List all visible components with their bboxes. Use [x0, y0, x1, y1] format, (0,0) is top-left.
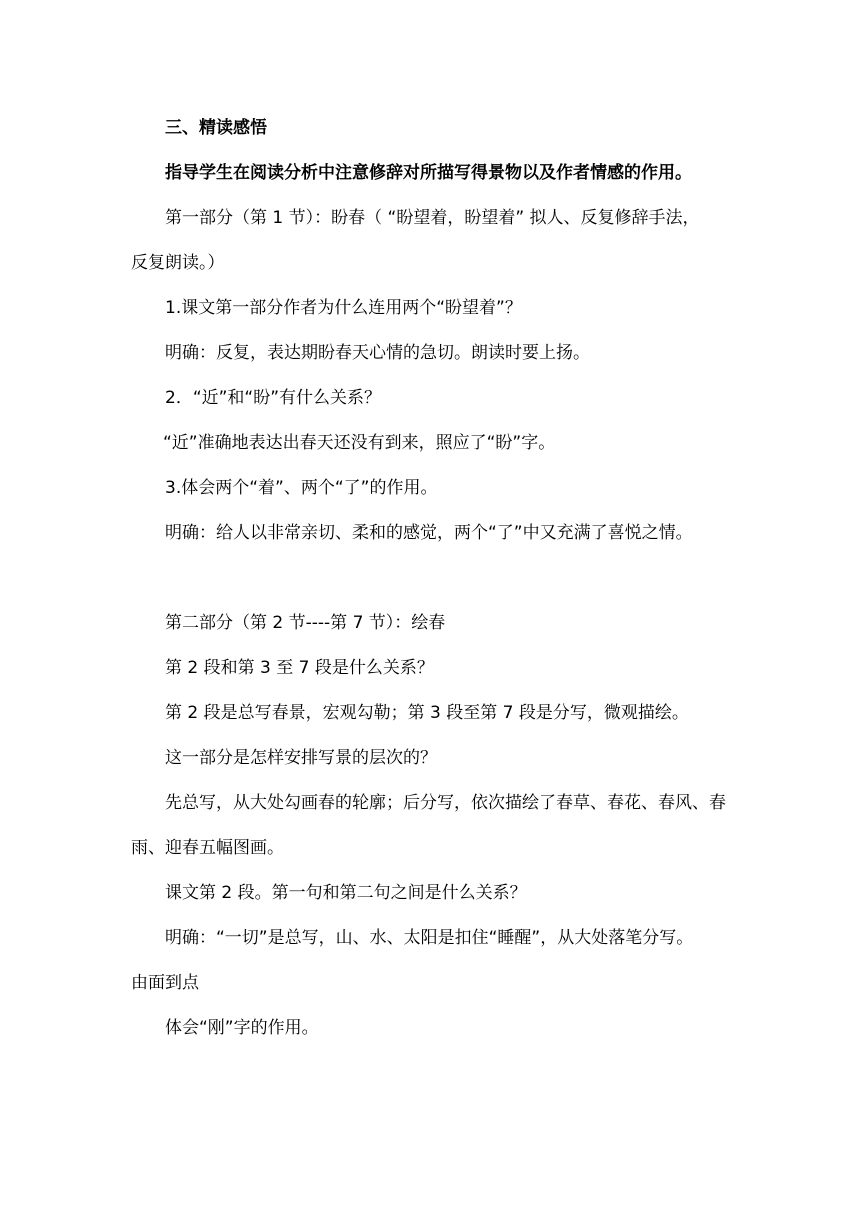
part1-answer-1: 明确：反复，表达期盼春天心情的急切。朗读时要上扬。: [165, 343, 590, 363]
part1-question-2: 2．“近”和“盼”有什么关系？: [165, 388, 382, 408]
part2-answer-2-continued: 雨、迎春五幅图画。: [131, 838, 284, 858]
part1-answer-2: “近”准确地表达出春天还没有到来，照应了“盼”字。: [163, 433, 556, 453]
part2-answer-1: 第 2 段是总写春景，宏观勾勒；第 3 段至第 7 段是分写，微观描绘。: [165, 703, 689, 723]
part2-answer-3: 明确：“一切”是总写，山、水、太阳是扣住“睡醒”，从大处落笔分写。: [165, 928, 694, 948]
part2-answer-3-continued: 由面到点: [131, 973, 199, 993]
part2-question-2: 这一部分是怎样安排写景的层次的？: [165, 748, 437, 768]
part1-title-continued: 反复朗读。）: [131, 253, 225, 273]
part2-question-1: 第 2 段和第 3 至 7 段是什么关系？: [165, 658, 434, 678]
part2-title: 第二部分（第 2 节----第 7 节）：绘春: [165, 613, 446, 633]
part2-answer-2: 先总写，从大处勾画春的轮廓；后分写，依次描绘了春草、春花、春风、春: [165, 793, 726, 813]
part1-question-1: 1.课文第一部分作者为什么连用两个“盼望着”？: [165, 298, 522, 318]
part2-question-4: 体会“刚”字的作用。: [165, 1018, 319, 1038]
instruction-text: 指导学生在阅读分析中注意修辞对所描写得景物以及作者情感的作用。: [165, 163, 692, 183]
part1-answer-3: 明确：给人以非常亲切、柔和的感觉，两个“了”中又充满了喜悦之情。: [165, 523, 693, 543]
section-heading: 三、精读感悟: [165, 118, 267, 138]
part2-question-3: 课文第 2 段。第一句和第二句之间是什么关系？: [165, 883, 527, 903]
part1-title: 第一部分（第 1 节）：盼春（ “盼望着，盼望着” 拟人、反复修辞手法，: [165, 208, 700, 228]
part1-question-3: 3.体会两个“着”、两个“了”的作用。: [165, 478, 438, 498]
